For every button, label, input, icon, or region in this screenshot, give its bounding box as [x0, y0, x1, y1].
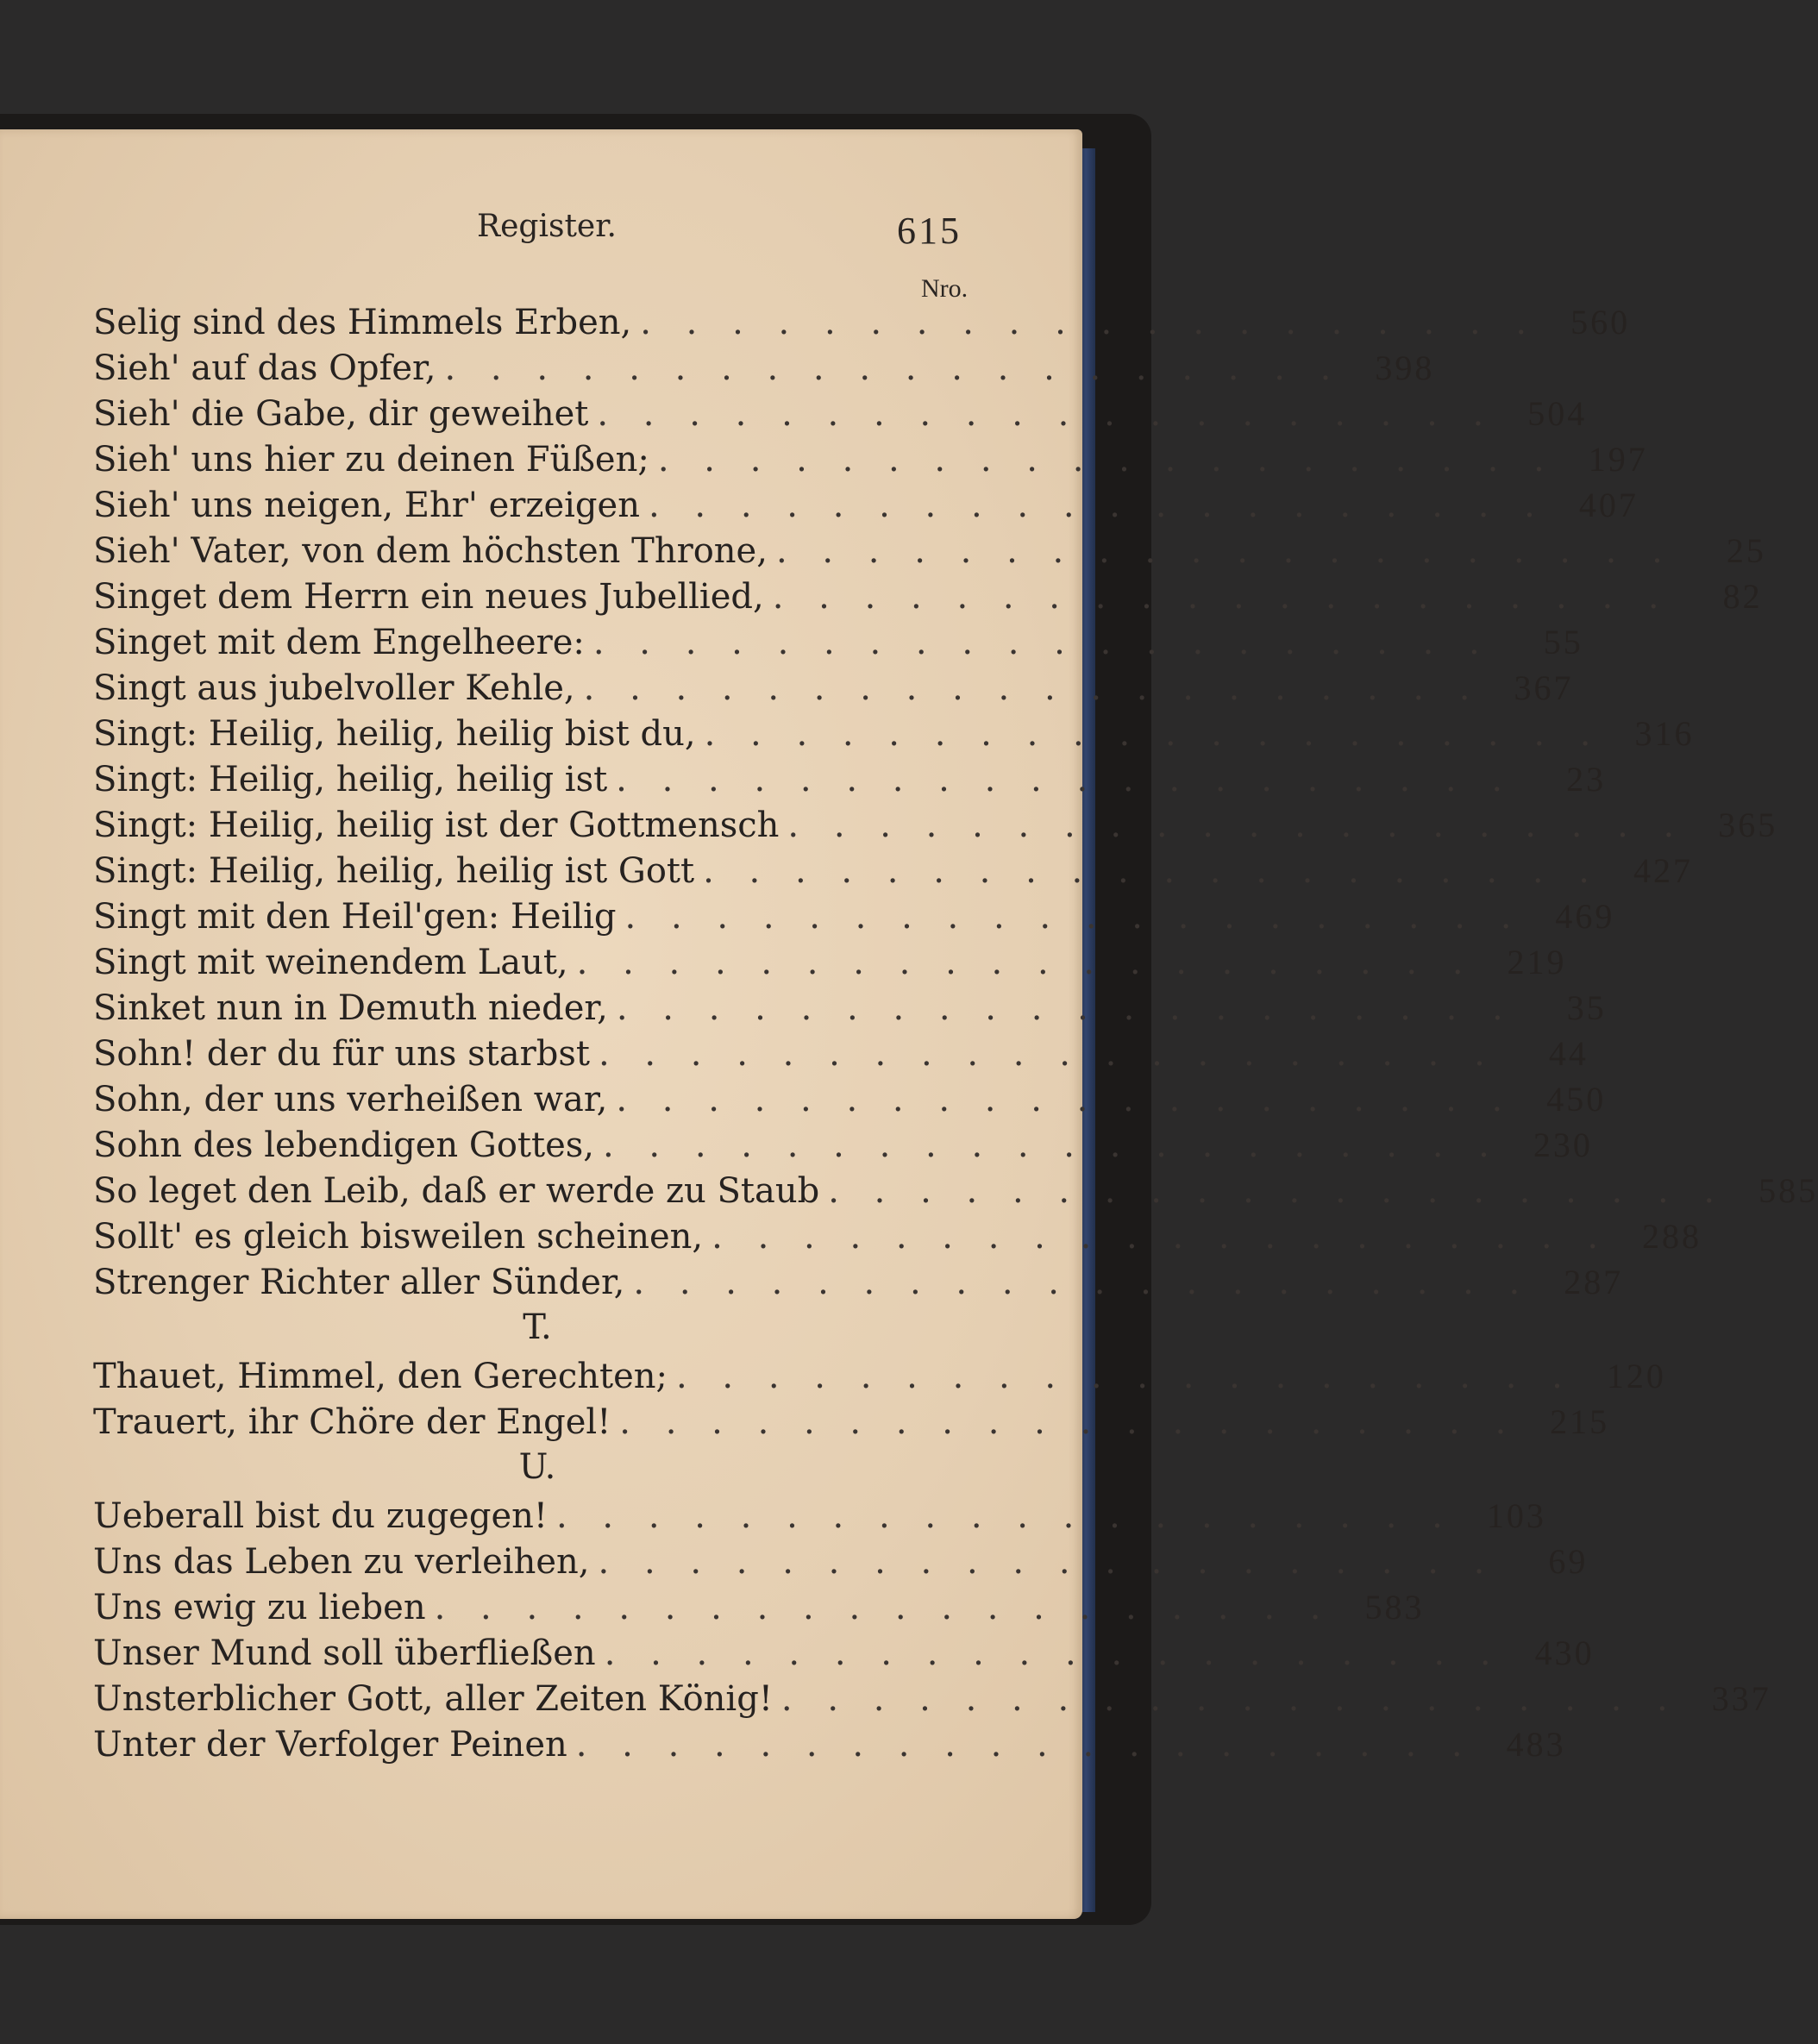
index-list — [93, 302, 1818, 1770]
entry-title: Thauet, Himmel, den Gerechten; — [93, 1357, 668, 1396]
leader-dots: . . . . . . . . . . . . . . . . . . . . — [703, 851, 1602, 891]
leader-dots: . . . . . . . . . . . . . . . . . . . . — [775, 531, 1675, 571]
entry-title: Sollt' es gleich bisweilen scheinen, — [93, 1217, 704, 1257]
entry-number: 407 — [1578, 486, 1639, 524]
leader-dots: . . . . . . . . . . . . . . . . . . . . — [434, 1588, 1333, 1627]
entry-number: 215 — [1550, 1402, 1610, 1441]
entry-number: 430 — [1534, 1633, 1595, 1672]
entry-title: Singet mit dem Engelheere: — [93, 623, 585, 662]
leader-dots: . . . . . . . . . . . . . . . . . . . . — [828, 1171, 1727, 1211]
index-entry — [93, 530, 1766, 576]
entry-number: 504 — [1527, 394, 1588, 433]
leader-dots: . . . . . . . . . . . . . . . . . . . . — [603, 1125, 1501, 1165]
entry-title: So leget den Leib, daß er werde zu Staub — [93, 1171, 820, 1211]
index-entry — [93, 1724, 1566, 1770]
index-entry — [93, 576, 1763, 622]
leader-dots: . . . . . . . . . . . . . . . . . . . . — [575, 1725, 1475, 1765]
entry-number: 365 — [1718, 806, 1778, 844]
entry-title: Sohn! der du für uns starbst — [93, 1034, 590, 1074]
entry-number: 55 — [1543, 623, 1583, 661]
entry-title: Sinket nun in Demuth nieder, — [93, 988, 608, 1028]
section-letter-heading: U. — [518, 1447, 556, 1487]
entry-title: Unsterblicher Gott, aller Zeiten König! — [93, 1679, 773, 1719]
leader-dots: . . . . . . . . . . . . . . . . . . . . — [583, 668, 1483, 708]
entry-title: Singt: Heilig, heilig, heilig bist du, — [93, 714, 696, 754]
leader-dots: . . . . . . . . . . . . . . . . . . . . — [648, 486, 1547, 525]
entry-title: Strenger Richter aller Sünder, — [93, 1263, 625, 1302]
index-entry — [93, 1262, 1624, 1307]
index-entry — [93, 713, 1695, 759]
leader-dots: . . . . . . . . . . . . . . . . . . . . — [640, 303, 1539, 342]
index-entry — [93, 1587, 1425, 1633]
leader-dots: . . . . . . . . . . . . . . . . . . . . — [444, 348, 1344, 388]
entry-title: Uns das Leben zu verleihen, — [93, 1542, 590, 1582]
page-number: 615 — [897, 210, 962, 252]
entry-number: 44 — [1548, 1034, 1589, 1073]
index-entry — [93, 439, 1648, 485]
entry-number: 35 — [1566, 988, 1607, 1027]
entry-number: 367 — [1514, 668, 1574, 707]
entry-title: Singt aus jubelvoller Kehle, — [93, 668, 575, 708]
entry-number: 287 — [1564, 1263, 1624, 1301]
index-entry — [93, 393, 1588, 439]
leader-dots: . . . . . . . . . . . . . . . . . . . . — [624, 897, 1524, 937]
index-entry — [93, 1170, 1818, 1216]
entry-title: Singet dem Herrn ein neues Jubellied, — [93, 577, 764, 617]
running-title: Register. — [477, 209, 617, 244]
entry-title: Singt mit den Heil'gen: Heilig — [93, 897, 617, 937]
leader-dots: . . . . . . . . . . . . . . . . . . . . — [597, 394, 1496, 434]
entry-title: Sohn, der uns verheißen war, — [93, 1080, 608, 1119]
leader-dots: . . . . . . . . . . . . . . . . . . . . — [704, 714, 1603, 754]
entry-number: 560 — [1570, 303, 1631, 342]
entry-title: Singt mit weinendem Laut, — [93, 943, 568, 982]
index-entry — [93, 1079, 1607, 1125]
entry-number: 450 — [1546, 1080, 1607, 1119]
index-entry — [93, 1541, 1589, 1587]
leader-dots: . . . . . . . . . . . . . . . . . . . . — [598, 1542, 1497, 1582]
entry-title: Sieh' uns neigen, Ehr' erzeigen — [93, 486, 640, 525]
page-header — [0, 209, 1082, 260]
entry-number: 230 — [1533, 1125, 1593, 1164]
leader-dots: . . . . . . . . . . . . . . . . . . . . — [616, 760, 1515, 799]
entry-number: 69 — [1548, 1542, 1589, 1581]
entry-number: 398 — [1375, 348, 1435, 387]
leader-dots: . . . . . . . . . . . . . . . . . . . . — [555, 1496, 1455, 1536]
leader-dots: . . . . . . . . . . . . . . . . . . . . — [675, 1357, 1575, 1396]
leader-dots: . . . . . . . . . . . . . . . . . . . . — [576, 943, 1476, 982]
index-entry — [93, 622, 1583, 668]
leader-dots: . . . . . . . . . . . . . . . . . . . . — [787, 806, 1687, 845]
index-entry — [93, 1125, 1593, 1170]
index-entry — [93, 348, 1435, 393]
entry-number: 120 — [1606, 1357, 1666, 1395]
index-entry — [93, 1401, 1610, 1447]
index-entry — [93, 1033, 1589, 1079]
leader-dots: . . . . . . . . . . . . . . . . . . . . — [616, 988, 1515, 1028]
index-entry — [93, 1678, 1771, 1724]
section-letter-heading: T. — [523, 1307, 552, 1347]
leader-dots: . . . . . . . . . . . . . . . . . . . . — [633, 1263, 1533, 1302]
entry-title: Ueberall bist du zugegen! — [93, 1496, 548, 1536]
entry-title: Singt: Heilig, heilig, heilig ist — [93, 760, 608, 799]
entry-title: Selig sind des Himmels Erben, — [93, 303, 632, 342]
entry-number: 197 — [1588, 440, 1648, 479]
leader-dots: . . . . . . . . . . . . . . . . . . . . — [772, 577, 1671, 617]
entry-title: Sieh' Vater, von dem höchsten Throne, — [93, 531, 768, 571]
index-entry — [93, 942, 1567, 988]
leader-dots: . . . . . . . . . . . . . . . . . . . . — [616, 1080, 1515, 1119]
entry-title: Sieh' auf das Opfer, — [93, 348, 436, 388]
entry-number: 469 — [1555, 897, 1615, 936]
number-column-label: Nro. — [921, 274, 969, 303]
entry-title: Sohn des lebendigen Gottes, — [93, 1125, 594, 1165]
entry-title: Singt: Heilig, heilig ist der Gottmensch — [93, 806, 780, 845]
entry-number: 316 — [1634, 714, 1695, 753]
entry-number: 583 — [1364, 1588, 1425, 1627]
entry-number: 219 — [1507, 943, 1567, 981]
index-entry — [93, 850, 1693, 896]
index-entry — [93, 988, 1607, 1033]
entry-number: 427 — [1633, 851, 1693, 890]
entry-number: 585 — [1758, 1171, 1818, 1210]
leader-dots: . . . . . . . . . . . . . . . . . . . . — [592, 623, 1492, 662]
index-entry — [93, 896, 1615, 942]
index-entry — [93, 1633, 1595, 1678]
entry-number: 103 — [1486, 1496, 1546, 1535]
entry-number: 337 — [1711, 1679, 1771, 1718]
leader-dots: . . . . . . . . . . . . . . . . . . . . — [598, 1034, 1497, 1074]
index-entry — [93, 759, 1607, 805]
entry-title: Sieh' die Gabe, dir geweihet — [93, 394, 589, 434]
leader-dots: . . . . . . . . . . . . . . . . . . . . — [619, 1402, 1519, 1442]
entry-title: Sieh' uns hier zu deinen Füßen; — [93, 440, 649, 480]
leader-dots: . . . . . . . . . . . . . . . . . . . . — [780, 1679, 1680, 1719]
entry-number: 288 — [1642, 1217, 1702, 1256]
index-entry — [93, 302, 1631, 348]
entry-title: Uns ewig zu lieben — [93, 1588, 426, 1627]
index-entry — [93, 1495, 1546, 1541]
leader-dots: . . . . . . . . . . . . . . . . . . . . — [604, 1633, 1503, 1673]
index-entry — [93, 1216, 1702, 1262]
entry-title: Trauert, ihr Chöre der Engel! — [93, 1402, 611, 1442]
entry-number: 23 — [1566, 760, 1607, 799]
entry-title: Singt: Heilig, heilig, heilig ist Gott — [93, 851, 695, 891]
leader-dots: . . . . . . . . . . . . . . . . . . . . — [712, 1217, 1611, 1257]
index-entry — [93, 668, 1574, 713]
entry-title: Unter der Verfolger Peinen — [93, 1725, 567, 1765]
entry-number: 82 — [1722, 577, 1763, 616]
index-entry — [93, 485, 1639, 530]
entry-number: 25 — [1726, 531, 1766, 570]
index-entry — [93, 805, 1778, 850]
entry-number: 483 — [1506, 1725, 1566, 1764]
leader-dots: . . . . . . . . . . . . . . . . . . . . — [657, 440, 1557, 480]
entry-title: Unser Mund soll überfließen — [93, 1633, 596, 1673]
index-entry — [93, 1356, 1666, 1401]
